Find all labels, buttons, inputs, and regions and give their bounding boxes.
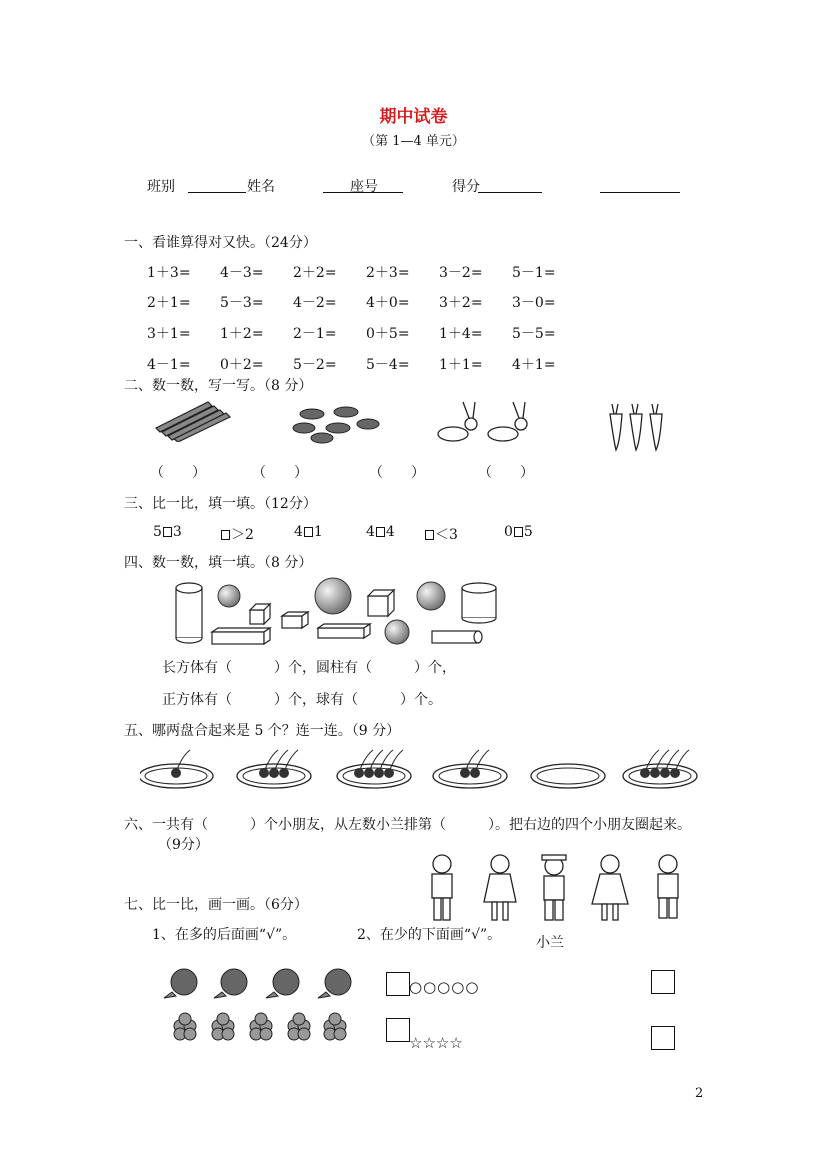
section6-line1: 六、一共有（ ）个小朋友，从左数小兰排第（ ）。把右边的四个小朋友圈起来。 — [124, 817, 691, 833]
s7-question1: 1、在多的后面画“√”。 — [152, 927, 297, 943]
child-icon — [484, 855, 516, 920]
plate[interactable] — [337, 750, 411, 788]
equation: 0＋2= — [220, 357, 264, 373]
flower-icon — [318, 969, 351, 998]
equation: 5－5= — [512, 326, 556, 342]
flower-icon — [266, 969, 299, 998]
equation: 3＋2= — [439, 295, 483, 311]
flower-icon — [164, 969, 197, 998]
blank-square — [514, 527, 523, 537]
section1-heading: 一、看谁算得对又快。（24分） — [124, 235, 317, 251]
s4-line2: 正方体有（ ）个，球有（ ）个。 — [162, 692, 442, 708]
page-title: 期中试卷 — [379, 107, 448, 127]
compare-item[interactable]: ＞2 — [220, 524, 254, 544]
stars-row: ☆☆☆☆ — [409, 1034, 463, 1052]
answer-blank[interactable]: （ ） — [478, 465, 534, 481]
section5-heading: 五、哪两盘合起来是 5 个？连一连。（9 分） — [124, 723, 401, 739]
field-extra-line[interactable] — [600, 192, 680, 193]
equation: 4＋0= — [366, 295, 410, 311]
equation: 4－3= — [220, 265, 264, 281]
flowers-illustration — [162, 964, 368, 1056]
section3-heading: 三、比一比，填一填。（12分） — [124, 496, 317, 512]
section7-heading: 七、比一比，画一画。（6分） — [124, 897, 308, 913]
cherry-icon — [374, 768, 384, 778]
s1-row-1 — [147, 262, 585, 282]
equation: 0＋5= — [366, 326, 410, 342]
plate[interactable] — [237, 750, 311, 788]
compare-item[interactable]: ＜3 — [424, 524, 458, 544]
answer-blank[interactable]: （ ） — [150, 465, 206, 481]
flower-icon — [324, 1013, 346, 1040]
compare-item[interactable]: 5 3 — [153, 524, 182, 540]
flower-icon — [288, 1013, 310, 1040]
section6-line2: （9分） — [158, 837, 209, 853]
circles-row: ○○○○○ — [409, 978, 480, 996]
page-number: 2 — [695, 1086, 704, 1101]
field-class-label: 班别 — [147, 179, 175, 195]
candies-icon — [290, 404, 382, 444]
cherry-icon — [460, 768, 470, 778]
pencils-icon — [150, 398, 236, 442]
equation: 3－2= — [439, 265, 483, 281]
equation: 5－3= — [220, 295, 264, 311]
compare-item[interactable]: 4 1 — [294, 524, 323, 540]
compare-item[interactable]: 0 5 — [504, 524, 533, 540]
field-score-line[interactable] — [478, 192, 542, 193]
field-seat-label: 座号 — [350, 179, 378, 195]
child-icon — [432, 855, 452, 920]
cherry-icon — [259, 768, 269, 778]
compare-item[interactable]: 4 4 — [366, 524, 395, 540]
blank-square — [221, 530, 230, 540]
equation: 1＋2= — [220, 326, 264, 342]
plates-illustration — [140, 746, 700, 794]
cherry-icon — [670, 768, 680, 778]
answer-blank[interactable]: （ ） — [252, 465, 308, 481]
equation: 2＋3= — [366, 265, 410, 281]
section4-heading: 四、数一数，填一填。（8 分） — [124, 555, 313, 571]
equation: 5－4= — [366, 357, 410, 373]
equation: 3－0= — [512, 295, 556, 311]
blank-square — [376, 527, 385, 537]
answer-box[interactable] — [651, 1026, 675, 1050]
s4-line1: 长方体有（ ）个，圆柱有（ ）个， — [162, 660, 456, 676]
cherry-icon — [660, 768, 670, 778]
equation: 2－1= — [293, 326, 337, 342]
cherry-icon — [470, 768, 480, 778]
s7-question2: 2、在少的下面画“√”。 — [357, 927, 502, 943]
cherry-icon — [650, 768, 660, 778]
section2-heading: 二、数一数，写一写。（8 分） — [124, 378, 313, 394]
equation: 1＋1= — [439, 357, 483, 373]
cherry-icon — [171, 768, 181, 778]
blank-square — [425, 530, 434, 540]
plate[interactable] — [623, 750, 697, 788]
cherry-icon — [364, 768, 374, 778]
plate[interactable] — [433, 750, 507, 788]
plate[interactable] — [531, 764, 605, 788]
child-icon — [542, 855, 566, 920]
cherry-icon — [279, 768, 289, 778]
flower-icon — [214, 969, 247, 998]
equation: 3＋1= — [147, 326, 191, 342]
blank-square — [304, 527, 313, 537]
carrots-icon — [604, 402, 668, 452]
equation: 5－1= — [512, 265, 556, 281]
s1-row-3 — [147, 323, 585, 343]
cherry-icon — [269, 768, 279, 778]
equation: 2＋2= — [293, 265, 337, 281]
blank-square — [163, 527, 172, 537]
cherry-icon — [384, 768, 394, 778]
flower-icon — [212, 1013, 234, 1040]
shapes-illustration — [170, 576, 510, 650]
cherry-icon — [640, 768, 650, 778]
flower-icon — [250, 1013, 272, 1040]
equation: 1＋3= — [147, 265, 191, 281]
answer-box[interactable] — [386, 1018, 410, 1042]
field-score-label: 得分 — [452, 179, 480, 195]
s1-row-2 — [147, 292, 585, 312]
cherry-icon — [354, 768, 364, 778]
equation: 5－2= — [293, 357, 337, 373]
field-name-label: 姓名 — [247, 179, 275, 195]
child-icon — [592, 855, 628, 920]
rabbits-icon — [433, 398, 533, 446]
field-class-line[interactable] — [188, 192, 246, 193]
plate[interactable] — [140, 750, 213, 788]
equation: 4－1= — [147, 357, 191, 373]
equation: 4－2= — [293, 295, 337, 311]
child-icon — [658, 855, 678, 918]
answer-box[interactable] — [386, 972, 410, 996]
s1-row-4 — [147, 354, 585, 374]
equation: 2＋1= — [147, 295, 191, 311]
children-illustration — [424, 850, 704, 924]
page-subtitle: （第 1—4 单元） — [362, 134, 465, 149]
answer-box[interactable] — [651, 970, 675, 994]
child-name-label: 小兰 — [536, 935, 564, 951]
answer-blank[interactable]: （ ） — [369, 465, 425, 481]
equation: 1＋4= — [439, 326, 483, 342]
flower-icon — [174, 1013, 196, 1040]
equation: 4＋1= — [512, 357, 556, 373]
